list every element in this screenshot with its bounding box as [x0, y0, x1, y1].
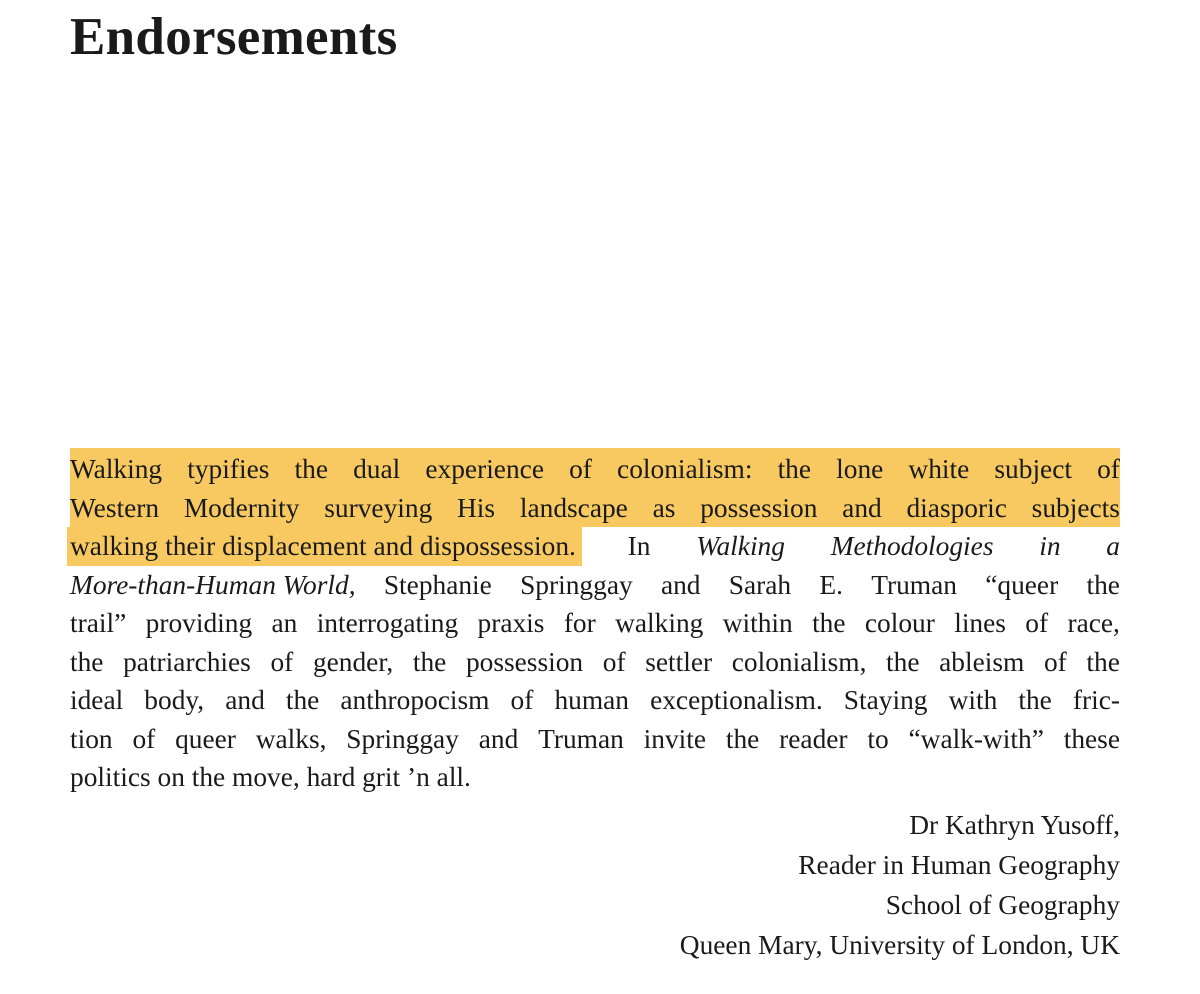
word: settler	[645, 646, 713, 677]
word: lines	[954, 608, 1006, 638]
word: E.	[819, 569, 843, 600]
word: for	[563, 608, 596, 638]
word: body,	[144, 685, 205, 715]
word: within	[722, 608, 793, 638]
word: Modernity	[183, 492, 300, 523]
word: Truman	[871, 569, 957, 600]
word: Truman	[538, 723, 624, 754]
word: the	[777, 454, 812, 484]
word: praxis	[477, 608, 545, 638]
word: human	[554, 685, 629, 715]
quote-line-6	[70, 643, 1120, 682]
word: subjects	[1031, 492, 1120, 523]
word: subject	[994, 454, 1072, 484]
word: In	[627, 531, 651, 561]
word: His	[457, 492, 496, 523]
author-institution: Queen Mary, University of London, UK	[679, 930, 1120, 960]
word: walking	[615, 608, 704, 638]
word: the	[1018, 685, 1052, 715]
word: in	[1039, 531, 1061, 561]
word: experience	[425, 454, 544, 484]
quote-line-1-highlighted	[70, 450, 1120, 489]
word: Methodologies	[830, 531, 994, 561]
word: to	[867, 723, 889, 754]
endorsement-quote	[70, 450, 1120, 797]
word: ableism	[939, 646, 1025, 677]
word: and	[225, 685, 265, 715]
word: exceptionalism.	[650, 685, 823, 715]
word: Springgay	[520, 569, 633, 600]
word: Western	[70, 492, 160, 523]
highlighted-text-segment: walking their displacement and dispossession.	[67, 527, 582, 566]
word: invite	[643, 723, 707, 754]
word: race,	[1067, 608, 1120, 638]
word: interrogating	[316, 608, 459, 638]
word: landscape	[519, 492, 628, 523]
word: possession	[465, 646, 584, 677]
word: tion	[70, 723, 113, 754]
word: of	[1097, 454, 1120, 484]
word: the	[70, 646, 104, 677]
word: the	[294, 454, 328, 484]
word: Walking	[70, 454, 163, 484]
word: Staying	[843, 685, 928, 715]
quote-line-3	[70, 527, 1120, 566]
word: the	[1086, 646, 1120, 677]
word: lone	[836, 454, 884, 484]
attribution-block	[680, 805, 1120, 965]
word: of	[510, 685, 534, 715]
word: surveying	[324, 492, 433, 523]
word: “walk-with”	[908, 723, 1044, 754]
word: fric-	[1072, 685, 1120, 715]
word: patriarchies	[123, 646, 251, 677]
word: of	[132, 723, 156, 754]
book-title-italic: More-than-Human World,	[70, 569, 356, 600]
word: ideal	[70, 685, 124, 715]
word: these	[1063, 723, 1120, 754]
quote-line-5	[70, 604, 1120, 643]
word: dual	[353, 454, 401, 484]
author-department: School of Geography	[885, 890, 1120, 920]
word: and	[478, 723, 519, 754]
word: reader	[779, 723, 848, 754]
word: Sarah	[728, 569, 792, 600]
word: queer	[175, 723, 236, 754]
word: anthropocism	[340, 685, 490, 715]
word: a	[1106, 531, 1120, 561]
word: as	[652, 492, 676, 523]
word: of	[270, 646, 294, 677]
quote-line-9: politics on the move, hard grit ’n all.	[70, 762, 471, 792]
word: Stephanie	[383, 569, 492, 600]
word: an	[271, 608, 298, 638]
word: white	[908, 454, 970, 484]
word: of	[569, 454, 592, 484]
author-role: Reader in Human Geography	[798, 850, 1120, 880]
word: Springgay	[346, 723, 459, 754]
word: and	[842, 492, 882, 523]
word: “queer	[985, 569, 1059, 600]
word: with	[948, 685, 998, 715]
word: the	[285, 685, 320, 715]
word: walks,	[255, 723, 327, 754]
word: of	[1025, 608, 1049, 638]
quote-line-7	[70, 681, 1120, 720]
word: colonialism:	[617, 454, 753, 484]
quote-line-2-highlighted	[70, 489, 1120, 528]
word: and	[660, 569, 701, 600]
word: providing	[145, 608, 253, 638]
word: diasporic	[906, 492, 1007, 523]
word: the	[725, 723, 760, 754]
word: gender,	[312, 646, 394, 677]
word: typifies	[187, 454, 270, 484]
word: colonialism,	[731, 646, 867, 677]
quote-line-4	[70, 566, 1120, 605]
word: trail”	[70, 608, 127, 638]
word: of	[602, 646, 626, 677]
word: Walking	[696, 531, 785, 561]
word: the	[1086, 569, 1120, 600]
word: possession	[700, 492, 818, 523]
page-title: Endorsements	[70, 8, 398, 66]
word: colour	[864, 608, 935, 638]
word: the	[886, 646, 920, 677]
author-name: Dr Kathryn Yusoff,	[909, 810, 1120, 840]
quote-line-8	[70, 720, 1120, 759]
word: the	[412, 646, 447, 677]
word: the	[812, 608, 846, 638]
word: of	[1043, 646, 1067, 677]
